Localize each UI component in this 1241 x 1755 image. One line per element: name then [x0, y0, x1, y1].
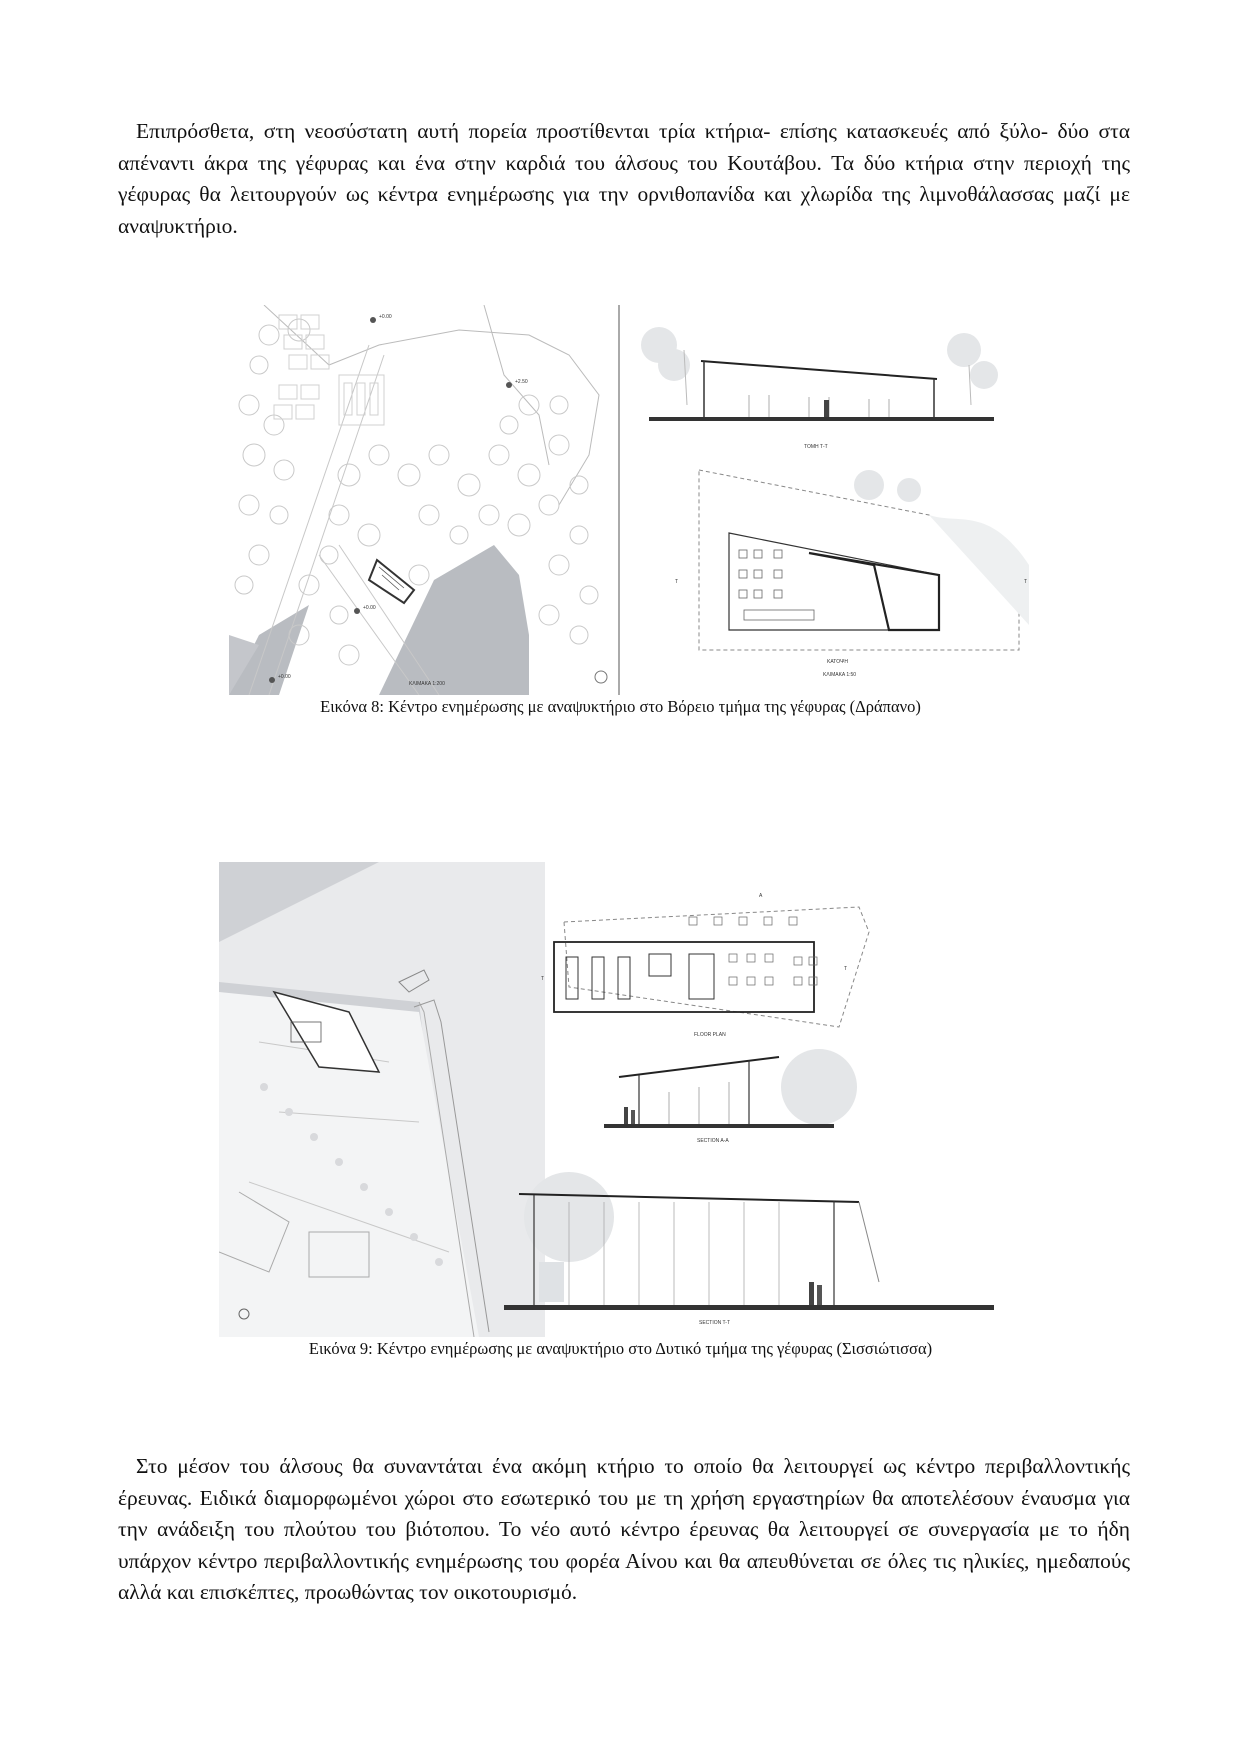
plan-label: ΚΑΤΟΨΗ: [827, 659, 848, 665]
section-marker-left: T: [675, 579, 679, 585]
section-marker-right: T: [844, 966, 848, 972]
figure-8: [229, 305, 1030, 695]
section-a-drawing: [604, 1049, 857, 1144]
section-marker-left: T: [541, 976, 545, 982]
section-t-label: SECTION T-T: [699, 1320, 731, 1326]
section-drawing: [641, 327, 998, 450]
level-marker-icon: [370, 317, 376, 323]
level-marker-icon: [506, 382, 512, 388]
plan-drawing: [675, 470, 1029, 678]
level-marker-icon: [269, 677, 275, 683]
section-a-label: SECTION A-A: [697, 1138, 729, 1144]
figure-8-caption: Εικόνα 8: Κέντρο ενημέρωσης με αναψυκτήριο στο Βόρειο τμήμα της γέφυρας (Δράπανο): [320, 697, 921, 716]
section-marker-top: A: [759, 893, 763, 899]
paragraph-research-center-text: Στο μέσον του άλσους θα συναντάται ένα ακόμη κτήριο το οποίο θα λειτουργεί ως κέντρο περιβαλλοντικής έρευνας. Ειδικά διαμορφωμένοι χώροι στο εσωτερικό του με τη χρήση εργαστηρίων θα αποτελέσουν έναυσμα για την ανάδειξη του πλούτου του βιότοπου. Το νέο αυτό κέντρο έρευνας θα λειτουργεί σε συνεργασία με το ήδη υπάρχον κέντρο περιβαλλοντικής ενημέρωσης του φορέα Αίνου και θα απευθύνεται σε όλες τις ηλικίες, ημεδαπούς αλλά και επισκέπτες, προωθώντας τον οικοτουρισμό.: [118, 1454, 1130, 1604]
plan-scale: ΚΛΙΜΑΚΑ 1:50: [823, 672, 857, 678]
section-t-drawing: [504, 1172, 994, 1326]
floor-plan-drawing: [541, 893, 869, 1038]
floor-plan-label: FLOOR PLAN: [694, 1032, 726, 1038]
level-marker-icon: [354, 608, 360, 614]
site-plan-scale: ΚΛΙΜΑΚΑ 1:200: [409, 681, 445, 687]
section-marker-right: T: [1024, 579, 1028, 585]
paragraph-intro-text: Επιπρόσθετα, στη νεοσύστατη αυτή πορεία προστίθενται τρία κτήρια- επίσης κατασκευές από ξύλο- δύο στα απέναντι άκρα της γέφυρας και ένα στην καρδιά του άλσους του Κουτάβου. Τα δύο κτήρια στην περιοχή της γέφυρας θα λειτουργούν ως κέντρα ενημέρωσης για την ορνιθοπανίδα και χλωρίδα της λιμνοθάλασσας μαζί με αναψυκτήριο.: [118, 119, 1130, 238]
site-plan-drawing: [229, 305, 619, 695]
figure-9: [219, 862, 1005, 1337]
paragraph-intro: [118, 116, 1130, 242]
level-label: +0.00: [363, 605, 376, 611]
level-label: +0.00: [379, 314, 392, 320]
section-label: ΤΟΜΗ Τ-Τ: [804, 444, 828, 450]
level-label: +2.50: [515, 379, 528, 385]
level-label: +0.00: [278, 674, 291, 680]
figure-9-caption: Εικόνα 9: Κέντρο ενημέρωσης με αναψυκτήριο στο Δυτικό τμήμα της γέφυρας (Σισσιώτισσα): [308, 1339, 933, 1358]
paragraph-research-center: [118, 1451, 1130, 1609]
site-plan-2-drawing: [219, 862, 545, 1337]
